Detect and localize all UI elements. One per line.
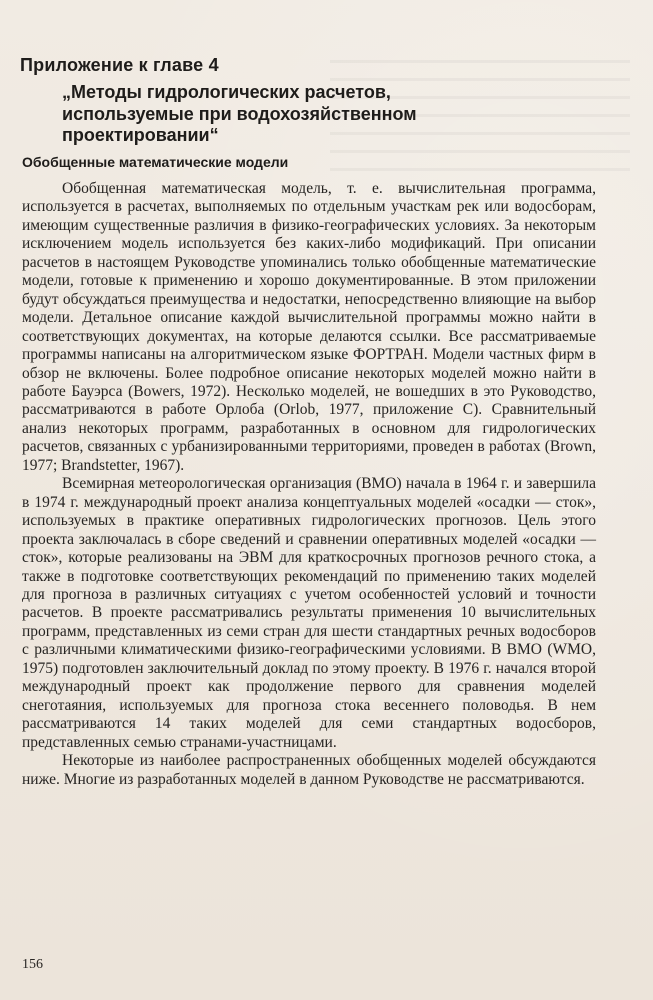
paragraph-3: Некоторые из наиболее распространенных обобщенных моделей обсуждаются ниже. Многие из разработанных моделей в данном Руководстве не рассматриваются. bbox=[22, 752, 596, 788]
paragraph-2: Всемирная метеорологическая организация (ВМО) начала в 1964 г. и завершила в 1974 г. международный проект анализа концептуальных моделей «осадки — сток», используемых в практике оперативных гидрологических прогнозов. Цель этого проекта заключалась в сборе сведений и сравнении оперативных моделей «осадки — сток», которые реализованы на ЭВМ для краткосрочных прогнозов речного стока, а также в подготовке соответствующих рекомендаций по применению таких моделей для прогноза в различных ситуациях с учетом особенностей условий и точности расчетов. В проекте рассматривались результаты применения 10 вычислительных программ, представленных из семи стран для шести стандартных речных водосборов с различными климатическими физико-географическими условиями. В ВМО (WMO, 1975) подготовлен заключительный доклад по этому проекту. В 1976 г. начался второй международный проект как продолжение первого для сравнения моделей снеготаяния, используемых для прогноза стока весеннего половодья. В нем рассматриваются 14 таких моделей для семи стандартных водосборов, представленных семью странами-участницами. bbox=[22, 475, 596, 751]
section-heading: Обобщенные математические модели bbox=[22, 154, 289, 170]
page-number: 156 bbox=[22, 957, 43, 972]
body-text bbox=[22, 180, 596, 789]
paragraph-1: Обобщенная математическая модель, т. е. вычислительная программа, используется в расчетах, выполняемых по отдельным участкам рек или водосборам, имеющим существенные различия в физико-географических условиях. За некоторым исключением модель используется без каких-либо модификаций. При описании расчетов в настоящем Руководстве упоминались только обобщенные математические модели, готовые к применению и хорошо документированные. В этом приложении будут обсуждаться преимущества и недостатки, непосредственно влияющие на выбор модели. Детальное описание каждой вычислительной программы можно найти в соответствующих документах, на которые делаются ссылки. Все рассматриваемые программы написаны на алгоритмическом языке ФОРТРАН. Модели частных фирм в обзор не включены. Более подробное описание некоторых моделей можно найти в работе Бауэрса (Bowers, 1972). Несколько моделей, не вошедших в это Руководство, рассматриваются в работе Орлоба (Orlob, 1977, приложение С). Сравнительный анализ некоторых программ, разработанных в основном для гидрологических расчетов, связанных с урбанизированными территориями, проведен в работах (Brown, 1977; Brandstetter, 1967). bbox=[22, 180, 596, 474]
appendix-title: Приложение к главе 4 bbox=[20, 55, 219, 75]
chapter-title: „Методы гидрологических расчетов, используемые при водохозяйственном проектировании“ bbox=[62, 82, 417, 145]
